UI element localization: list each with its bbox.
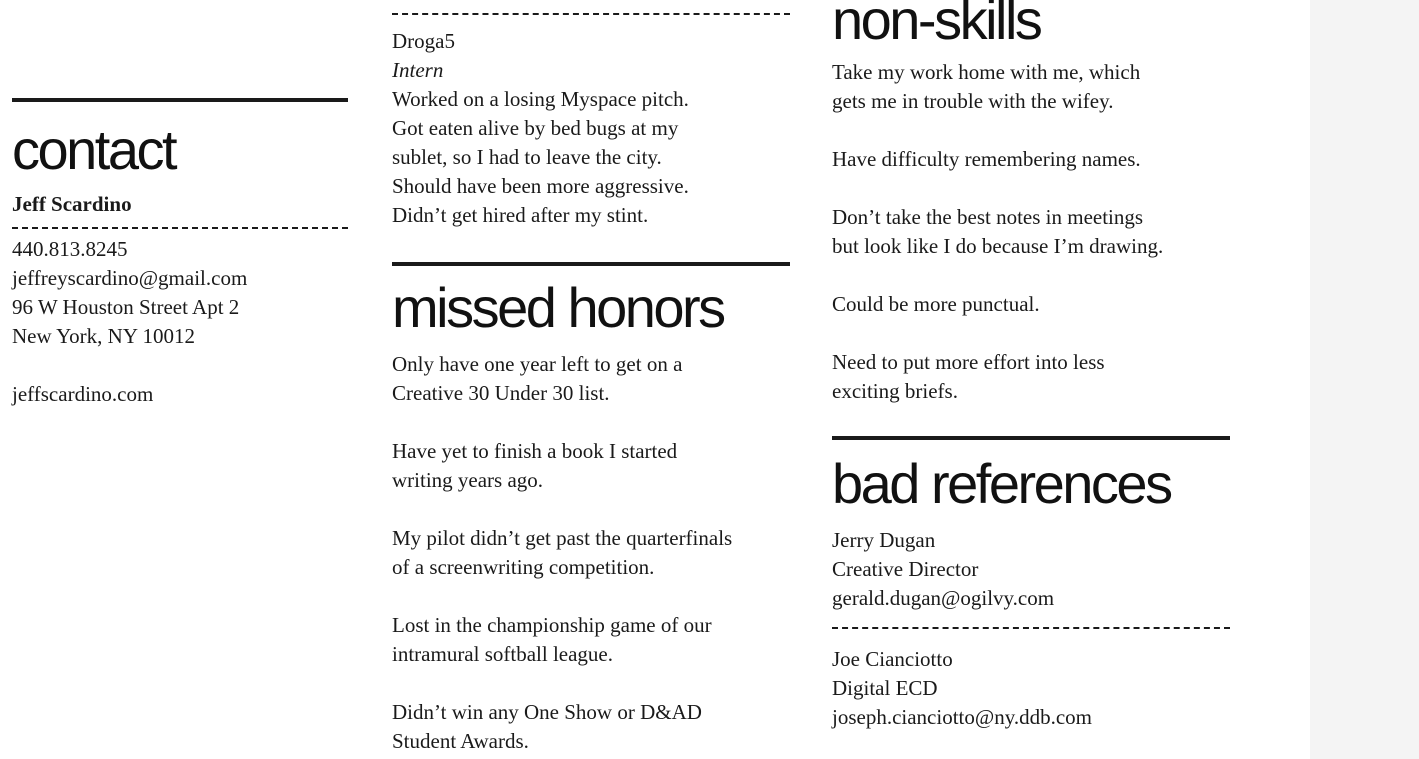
contact-website: jeffscardino.com [12,382,154,406]
list-item-line: My pilot didn’t get past the quarterfinals [392,526,733,550]
reference-entry [832,526,1230,613]
list-item-line: Lost in the championship game of our [392,613,712,637]
list-item [832,290,1230,319]
skills-column [832,0,1230,732]
contact-address-line1: 96 W Houston Street Apt 2 [12,295,240,319]
experience-line: Should have been more aggressive. [392,174,689,198]
non-skills-heading: non-skills [832,0,1041,51]
list-item [832,145,1230,174]
list-item [832,348,1230,406]
list-item-line: Have difficulty remembering names. [832,147,1141,171]
contact-email: jeffreyscardino@gmail.com [12,266,248,290]
list-item-line: intramural softball league. [392,642,614,666]
list-item-line: gets me in trouble with the wifey. [832,89,1114,113]
list-item-line: Don’t take the best notes in meetings [832,205,1144,229]
list-item-line: but look like I do because I’m drawing. [832,234,1164,258]
non-skills-list [832,58,1230,406]
experience-line: sublet, so I had to leave the city. [392,145,662,169]
reference-email: gerald.dugan@ogilvy.com [832,586,1055,610]
list-item-line: of a screenwriting competition. [392,555,655,579]
page-margin [1310,0,1419,759]
list-item [392,524,790,582]
list-item [832,58,1230,116]
experience-line: Got eaten alive by bed bugs at my [392,116,679,140]
experience-line: Worked on a losing Myspace pitch. [392,87,689,111]
experience-line: Didn’t get hired after my stint. [392,203,649,227]
contact-heading: contact [12,118,176,181]
list-item-line: Didn’t win any One Show or D&AD [392,700,702,724]
list-item-line: Only have one year left to get on a [392,352,683,376]
list-item-line: writing years ago. [392,468,544,492]
contact-column [12,0,348,409]
bad-references-heading: bad references [832,452,1171,515]
section-rule [832,436,1230,440]
contact-divider [12,227,348,229]
reference-divider [832,627,1230,629]
list-item-line: Need to put more effort into less [832,350,1105,374]
list-item-line: exciting briefs. [832,379,958,403]
list-item [392,350,790,408]
reference-name: Joe Cianciotto [832,647,953,671]
reference-title: Digital ECD [832,676,938,700]
reference-email: joseph.cianciotto@ny.ddb.com [832,705,1093,729]
section-rule [12,98,348,102]
reference-name: Jerry Dugan [832,528,936,552]
contact-address-line2: New York, NY 10012 [12,324,195,348]
list-item-line: Student Awards. [392,729,529,753]
contact-phone: 440.813.8245 [12,237,128,261]
list-item [392,698,790,756]
experience-company: Droga5 [392,29,455,53]
missed-honors-heading: missed honors [392,276,724,339]
list-item-line: Take my work home with me, which [832,60,1141,84]
list-item [392,437,790,495]
contact-name: Jeff Scardino [12,192,132,216]
reference-title: Creative Director [832,557,979,581]
honors-column [392,0,790,756]
missed-honors-list [392,350,790,756]
list-item-line: Have yet to finish a book I started [392,439,678,463]
list-item-line: Creative 30 Under 30 list. [392,381,610,405]
list-item-line: Could be more punctual. [832,292,1040,316]
section-rule [392,262,790,266]
experience-role: Intern [392,58,444,82]
experience-description [392,85,790,230]
reference-entry [832,645,1230,732]
list-item [392,611,790,669]
list-item [832,203,1230,261]
experience-divider [392,13,790,15]
